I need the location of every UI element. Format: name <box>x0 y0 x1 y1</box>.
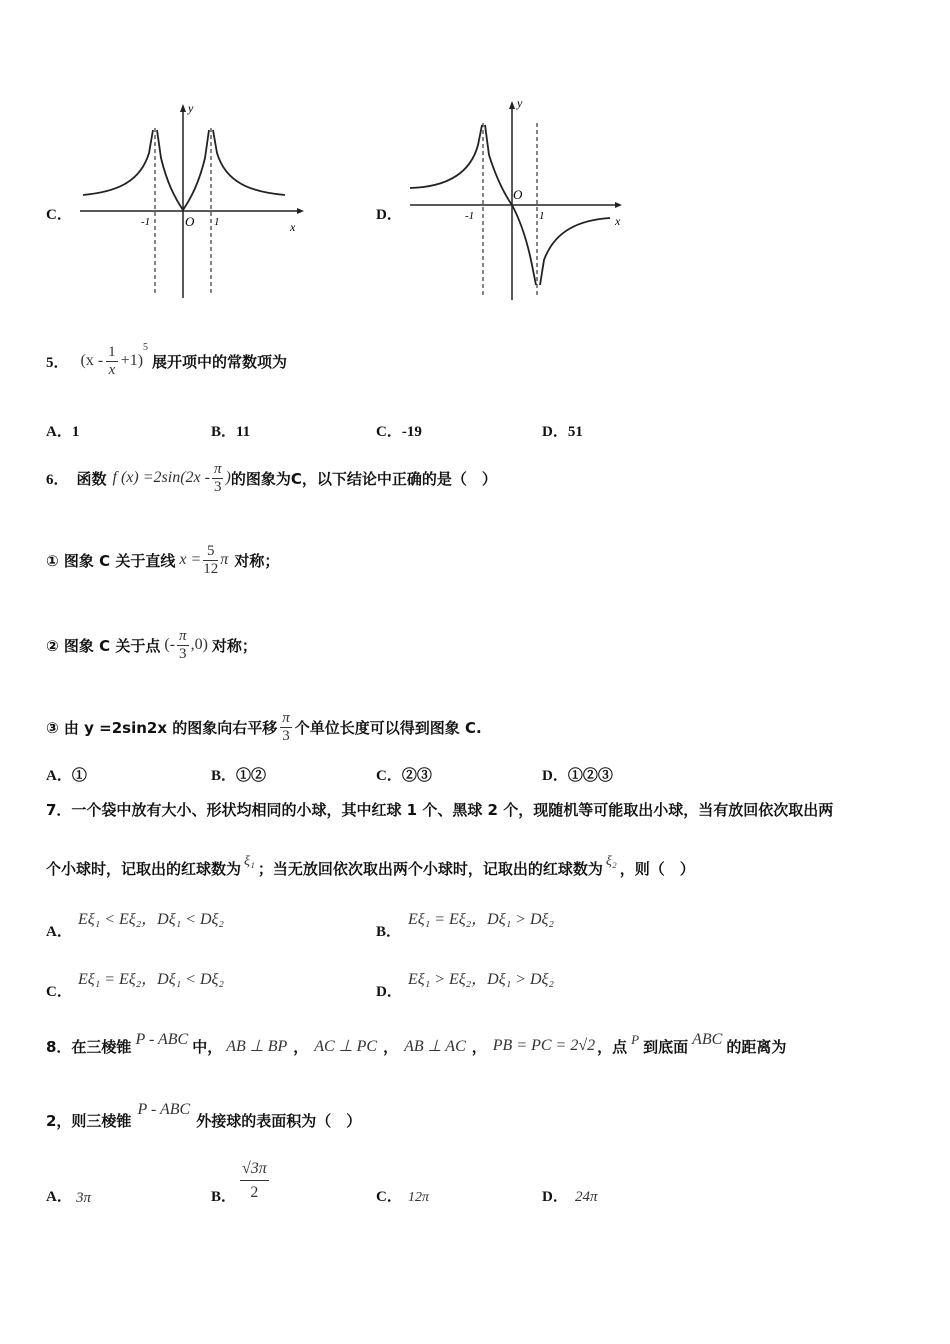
q6-number: 6． <box>46 471 69 488</box>
q7-xi2: ξ₂ <box>605 854 617 869</box>
q5-fraction <box>106 344 118 379</box>
q5-option-a[interactable]: A．1 <box>46 424 80 440</box>
q8-option-c[interactable]: 12π <box>408 1190 430 1205</box>
q8-option-b[interactable] <box>240 1160 269 1201</box>
q7-xi1: ξ₁ <box>244 854 255 869</box>
q6-pre: 函数 <box>76 469 107 488</box>
q8-cond-1: AB ⊥ BP <box>226 1038 288 1055</box>
q6-statement-2 <box>46 623 257 667</box>
graph-d <box>405 95 635 305</box>
q5-frac-den: x <box>108 361 116 378</box>
q7-option-b-label[interactable]: B． <box>376 924 402 940</box>
q8-line2-post: 外接球的表面积为（ ） <box>196 1111 362 1130</box>
q7-line2-c: ，则（ ） <box>619 859 695 878</box>
q8-cond-4: PB = PC = 2√2 <box>492 1037 596 1054</box>
q6-close: ) <box>225 469 231 486</box>
q7-option-b[interactable]: Eξ₁ = Eξ₂，Dξ₁ > Dξ₂ <box>408 911 554 928</box>
q8-option-d[interactable]: 24π <box>575 1189 598 1205</box>
q6-s3-den: 3 <box>282 727 290 744</box>
graph-c-tick-1: 1 <box>214 216 220 228</box>
q8-post-2: 到底面 <box>643 1037 689 1056</box>
q6-s2-fraction <box>177 628 189 663</box>
q6-s3-pre: ③ 由 y =2sin2x 的图象向右平移 <box>46 718 278 737</box>
q8-p: P <box>631 1032 640 1047</box>
q7-option-c-label[interactable]: C． <box>46 984 72 1000</box>
q8-post-1: ，点 <box>597 1037 628 1056</box>
graph-d-origin: O <box>513 187 523 202</box>
q6-s3-fraction <box>280 710 292 745</box>
q7-line2-b: ；当无放回依次取出两个小球时，记取出的红球数为 <box>257 859 603 878</box>
q6-s2-post: 对称； <box>211 636 257 655</box>
q7-option-d[interactable]: Eξ₁ > Eξ₂，Dξ₁ > Dξ₂ <box>408 971 554 988</box>
q8-num: 8．在三棱锥 <box>46 1037 132 1056</box>
q8-sep-1: ， <box>293 1037 309 1056</box>
q5-number: 5． <box>46 354 69 371</box>
q7-option-c[interactable]: Eξ₁ = Eξ₂，Dξ₁ < Dξ₂ <box>78 971 224 988</box>
q8-sep-3: ， <box>471 1037 487 1056</box>
q8-pabc: P - ABC <box>135 1031 189 1048</box>
graph-c-curve-left <box>83 130 153 195</box>
q5-text: 展开项中的常数项为 <box>152 352 288 371</box>
q8-post-3: 的距离为 <box>726 1037 787 1056</box>
q6-post: 的图象为C，以下结论中正确的是（ ） <box>230 469 497 488</box>
graph-c-y-label: y <box>188 101 194 115</box>
q6-option-b[interactable]: B．①② <box>211 768 267 784</box>
q6-s1-fraction <box>203 543 218 578</box>
q6-s2-den: 3 <box>179 645 187 662</box>
graph-d-x-label: x <box>615 214 621 228</box>
q5-frac-num: 1 <box>108 343 116 360</box>
q6-s3-post: 个单位长度可以得到图象 C. <box>294 718 482 737</box>
graph-c-tick-neg1: -1 <box>141 216 151 228</box>
q8-option-a[interactable]: 3π <box>76 1190 92 1206</box>
q6-option-d[interactable]: D．①②③ <box>542 768 613 784</box>
q6-s1-x: x = <box>179 551 202 568</box>
q8-sep-2: ， <box>383 1037 399 1056</box>
graph-d-label: D． <box>376 207 402 223</box>
graph-d-tick-neg1: -1 <box>465 210 475 222</box>
graph-c-x-label: x <box>290 220 296 234</box>
q6-s1-den: 12 <box>203 560 219 577</box>
q8-option-b-den: 2 <box>250 1184 259 1201</box>
q8-abc: ABC <box>692 1031 723 1048</box>
graph-d-curve-left <box>410 125 482 188</box>
q5-expr-left: (x - <box>80 352 104 369</box>
q5 <box>46 340 287 382</box>
q7-line-1: 7．一个袋中放有大小、形状均相同的小球，其中红球 1 个、黑球 2 个，现随机等可能取出小球，当有放回依次取出两 <box>46 801 834 819</box>
q6-frac-num: π <box>213 460 222 477</box>
q8-option-b-fraction <box>240 1160 269 1201</box>
q8-line2-pabc: P - ABC <box>137 1101 191 1118</box>
q8-option-b-label[interactable]: B． <box>211 1189 237 1205</box>
q8-line2-pre: 2，则三棱锥 <box>46 1111 132 1130</box>
q8-line-2 <box>46 1100 361 1140</box>
q6-frac-den: 3 <box>213 478 222 495</box>
graph-d-curve-right <box>540 218 610 285</box>
q6-s1-num: 5 <box>203 543 218 561</box>
graph-c <box>75 98 315 303</box>
graph-c-x-arrow <box>297 208 304 214</box>
q8-cond-3: AB ⊥ AC <box>404 1038 466 1055</box>
q6-statement-1 <box>46 538 279 582</box>
q6-func: f (x) =2sin(2x - <box>112 469 210 486</box>
graph-d-y-arrow <box>509 101 515 109</box>
q6-s2-num: π <box>179 627 187 644</box>
q6-option-a[interactable]: A．① <box>46 768 87 784</box>
graph-c-y-arrow <box>180 104 186 112</box>
graph-c-origin: O <box>185 214 195 229</box>
q6-fraction <box>212 461 224 496</box>
q6-s1-pre: ① 图象 C 关于直线 <box>46 551 176 570</box>
q6-s2-close: ,0) <box>190 636 208 653</box>
q6-s1-post: 对称； <box>234 551 280 570</box>
q6-statement-3 <box>46 705 482 749</box>
q8-cond-2: AC ⊥ PC <box>314 1038 378 1055</box>
q6-s1-pi: π <box>220 551 229 568</box>
q8-option-a-label[interactable]: A． <box>46 1189 72 1205</box>
q6-option-c[interactable]: C．②③ <box>376 768 432 784</box>
q6-s2-open: (- <box>164 636 176 653</box>
q6-stem <box>46 456 497 500</box>
q5-option-d[interactable]: D．51 <box>542 424 583 440</box>
q7-option-a-label[interactable]: A． <box>46 924 72 940</box>
graph-d-y-label: y <box>517 96 523 110</box>
q8-option-b-num: √3π <box>240 1160 269 1181</box>
q8-mid: 中， <box>192 1037 223 1056</box>
q8-option-c-label[interactable]: C． <box>376 1189 402 1205</box>
q7-line-2 <box>46 848 695 888</box>
q5-expr-right: +1) <box>120 352 144 369</box>
q8-line-1 <box>46 1026 786 1066</box>
q7-line2-a: 个小球时，记取出的红球数为 <box>46 859 242 878</box>
q5-option-c[interactable]: C．-19 <box>376 424 422 440</box>
q7-option-d-label[interactable]: D． <box>376 984 402 1000</box>
graph-c-label: C． <box>46 207 72 223</box>
graph-d-tick-1: 1 <box>539 210 545 222</box>
q6-s2-pre: ② 图象 C 关于点 <box>46 636 161 655</box>
q6-s3-num: π <box>282 709 290 726</box>
q5-option-b[interactable]: B．11 <box>211 424 251 440</box>
q7-option-a[interactable]: Eξ₁ < Eξ₂，Dξ₁ < Dξ₂ <box>78 911 224 928</box>
q5-exponent: 5 <box>143 342 149 353</box>
graph-d-x-arrow <box>615 202 622 208</box>
graph-c-curve-right <box>213 130 285 195</box>
q8-option-d-label[interactable]: D． <box>542 1189 568 1205</box>
